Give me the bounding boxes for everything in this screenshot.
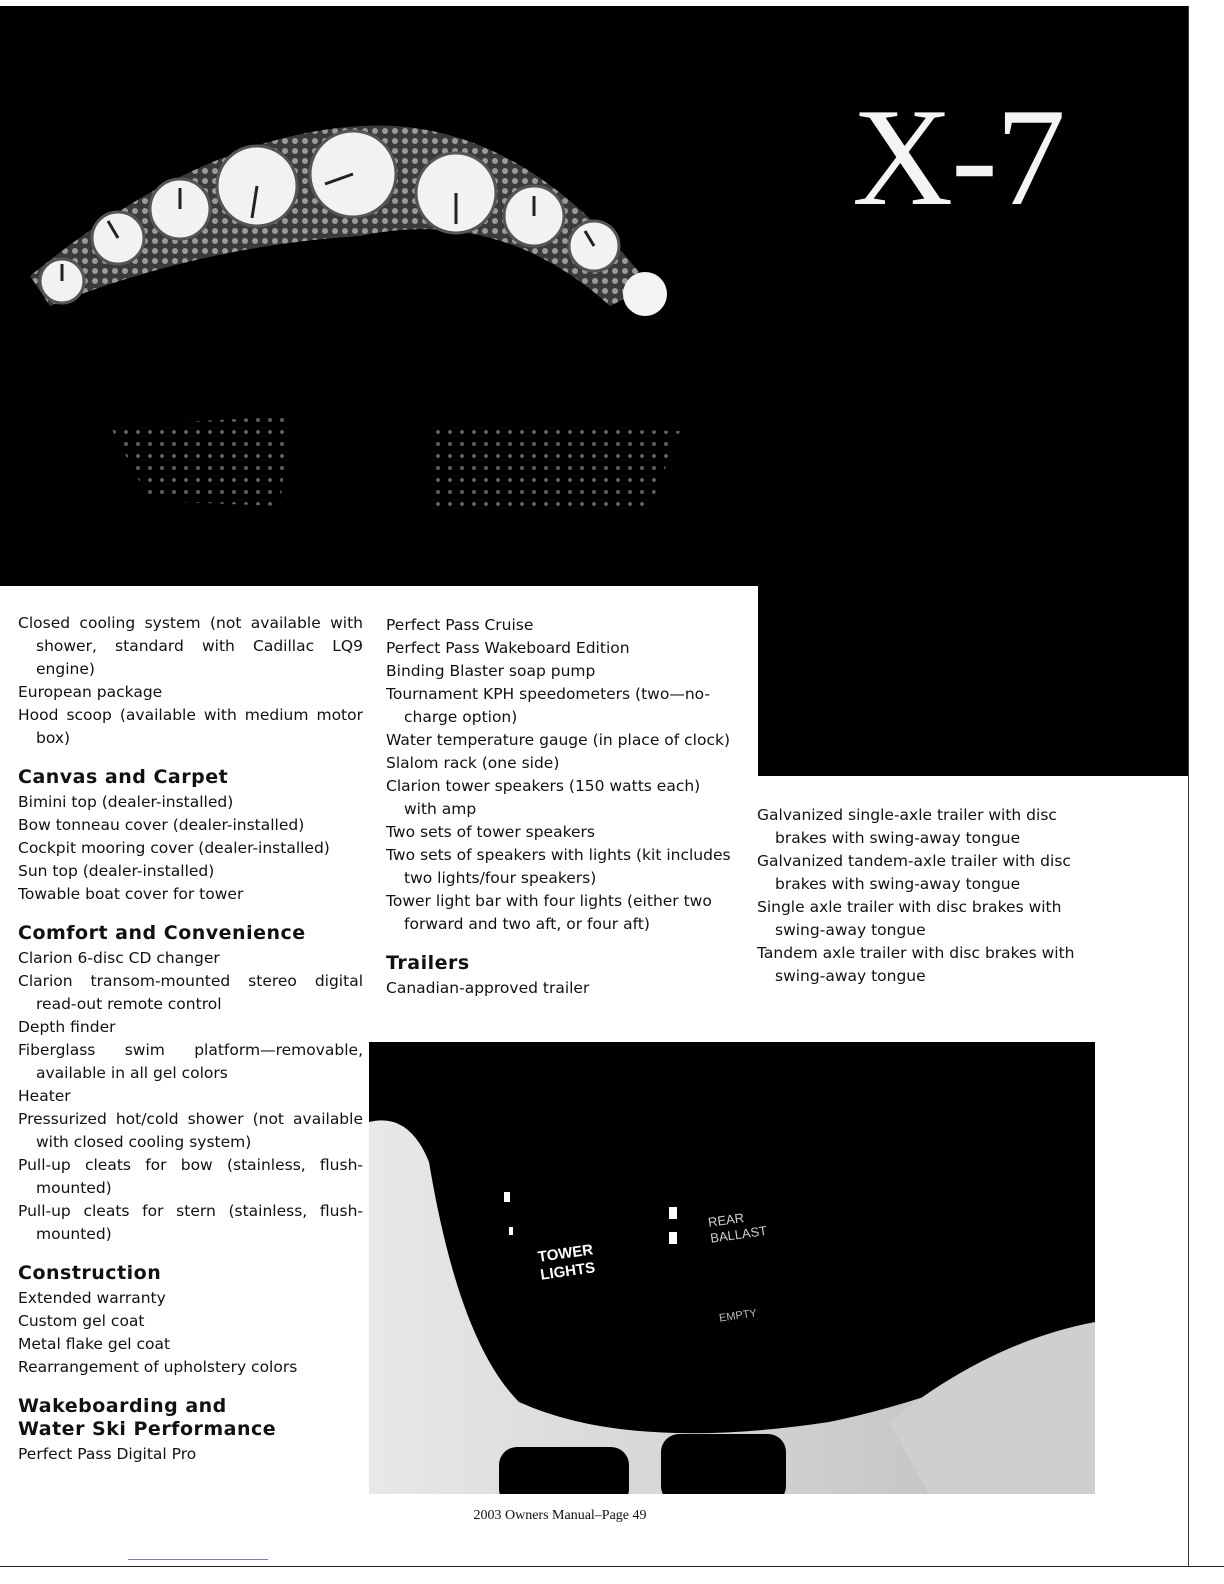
list-item: Galvanized single-axle trailer with disc brakes with swing-away tongue xyxy=(757,806,1057,847)
list-item: European package xyxy=(18,683,163,701)
section-heading-wake-1: Wakeboarding and xyxy=(18,1395,227,1417)
section-heading-construction: Construction xyxy=(18,1262,162,1284)
list-item: Bow tonneau cover (dealer-installed) xyxy=(18,816,305,834)
list-item: Bimini top (dealer-installed) xyxy=(18,793,234,811)
rear-ballast-label: REAR BALLAST xyxy=(707,1209,768,1246)
photo-extension xyxy=(758,580,1188,776)
empty-label: EMPTY xyxy=(718,1307,758,1325)
list-item: Pull-up cleats for stern (stainless, flush-mounted) xyxy=(18,1202,363,1243)
options-column-2 xyxy=(386,614,738,1000)
section-heading-canvas: Canvas and Carpet xyxy=(18,766,229,788)
model-title: X-7 xyxy=(852,80,1064,235)
list-item: Cockpit mooring cover (dealer-installed) xyxy=(18,839,330,857)
list-item: Heater xyxy=(18,1087,71,1105)
list-item: Rearrangement of upholstery colors xyxy=(18,1358,298,1376)
list-item: Tournament KPH speedometers (two—no-charge option) xyxy=(386,685,711,726)
list-item: Canadian-approved trailer xyxy=(386,979,590,997)
list-item: Binding Blaster soap pump xyxy=(386,662,596,680)
list-item: Towable boat cover for tower xyxy=(18,885,244,903)
list-item: Slalom rack (one side) xyxy=(386,754,560,772)
section-heading-comfort: Comfort and Convenience xyxy=(18,922,306,944)
list-item: Two sets of speakers with lights (kit includes two lights/four speakers) xyxy=(386,846,731,887)
list-item: Clarion tower speakers (150 watts each) with amp xyxy=(386,777,701,818)
page-footer: 2003 Owners Manual–Page 49 xyxy=(473,1508,647,1523)
list-item: Perfect Pass Cruise xyxy=(386,616,534,634)
list-item: Galvanized tandem-axle trailer with disc brakes with swing-away tongue xyxy=(757,852,1071,893)
tower-lights-label: TOWER LIGHTS xyxy=(536,1241,597,1284)
switch-panel-photo xyxy=(369,1042,1095,1494)
list-item: Closed cooling system (not available with shower, standard with Cadillac LQ9 engine) xyxy=(18,614,363,678)
section-heading-wake-2: Water Ski Performance xyxy=(18,1418,277,1440)
list-item: Clarion transom-mounted stereo digital read-out remote control xyxy=(18,972,363,1013)
list-item: Custom gel coat xyxy=(18,1312,145,1330)
section-heading-trailers: Trailers xyxy=(386,952,470,974)
list-item: Single axle trailer with disc brakes with swing-away tongue xyxy=(757,898,1062,939)
switch-panel-illustration xyxy=(369,1042,1095,1494)
list-item: Pull-up cleats for bow (stainless, flush-mounted) xyxy=(18,1156,363,1197)
list-item: Clarion 6-disc CD changer xyxy=(18,949,220,967)
list-item: Two sets of tower speakers xyxy=(386,823,595,841)
list-item: Perfect Pass Digital Pro xyxy=(18,1445,197,1463)
list-item: Metal flake gel coat xyxy=(18,1335,171,1353)
list-item: Water temperature gauge (in place of clock) xyxy=(386,731,731,749)
list-item: Tandem axle trailer with disc brakes with swing-away tongue xyxy=(757,944,1075,985)
list-item: Perfect Pass Wakeboard Edition xyxy=(386,639,630,657)
bottom-link-line xyxy=(128,1559,268,1560)
options-column-3 xyxy=(757,804,1102,988)
bottom-rule xyxy=(0,1566,1224,1567)
options-column-1 xyxy=(18,612,363,1466)
list-item: Fiberglass swim platform—removable, available in all gel colors xyxy=(18,1041,363,1082)
list-item: Tower light bar with four lights (either two forward and two aft, or four aft) xyxy=(386,892,712,933)
list-item: Sun top (dealer-installed) xyxy=(18,862,215,880)
list-item: Pressurized hot/cold shower (not available with closed cooling system) xyxy=(18,1110,363,1151)
list-item: Hood scoop (available with medium motor box) xyxy=(18,706,363,747)
margin-rule xyxy=(1188,6,1189,1566)
list-item: Depth finder xyxy=(18,1018,116,1036)
list-item: Extended warranty xyxy=(18,1289,166,1307)
